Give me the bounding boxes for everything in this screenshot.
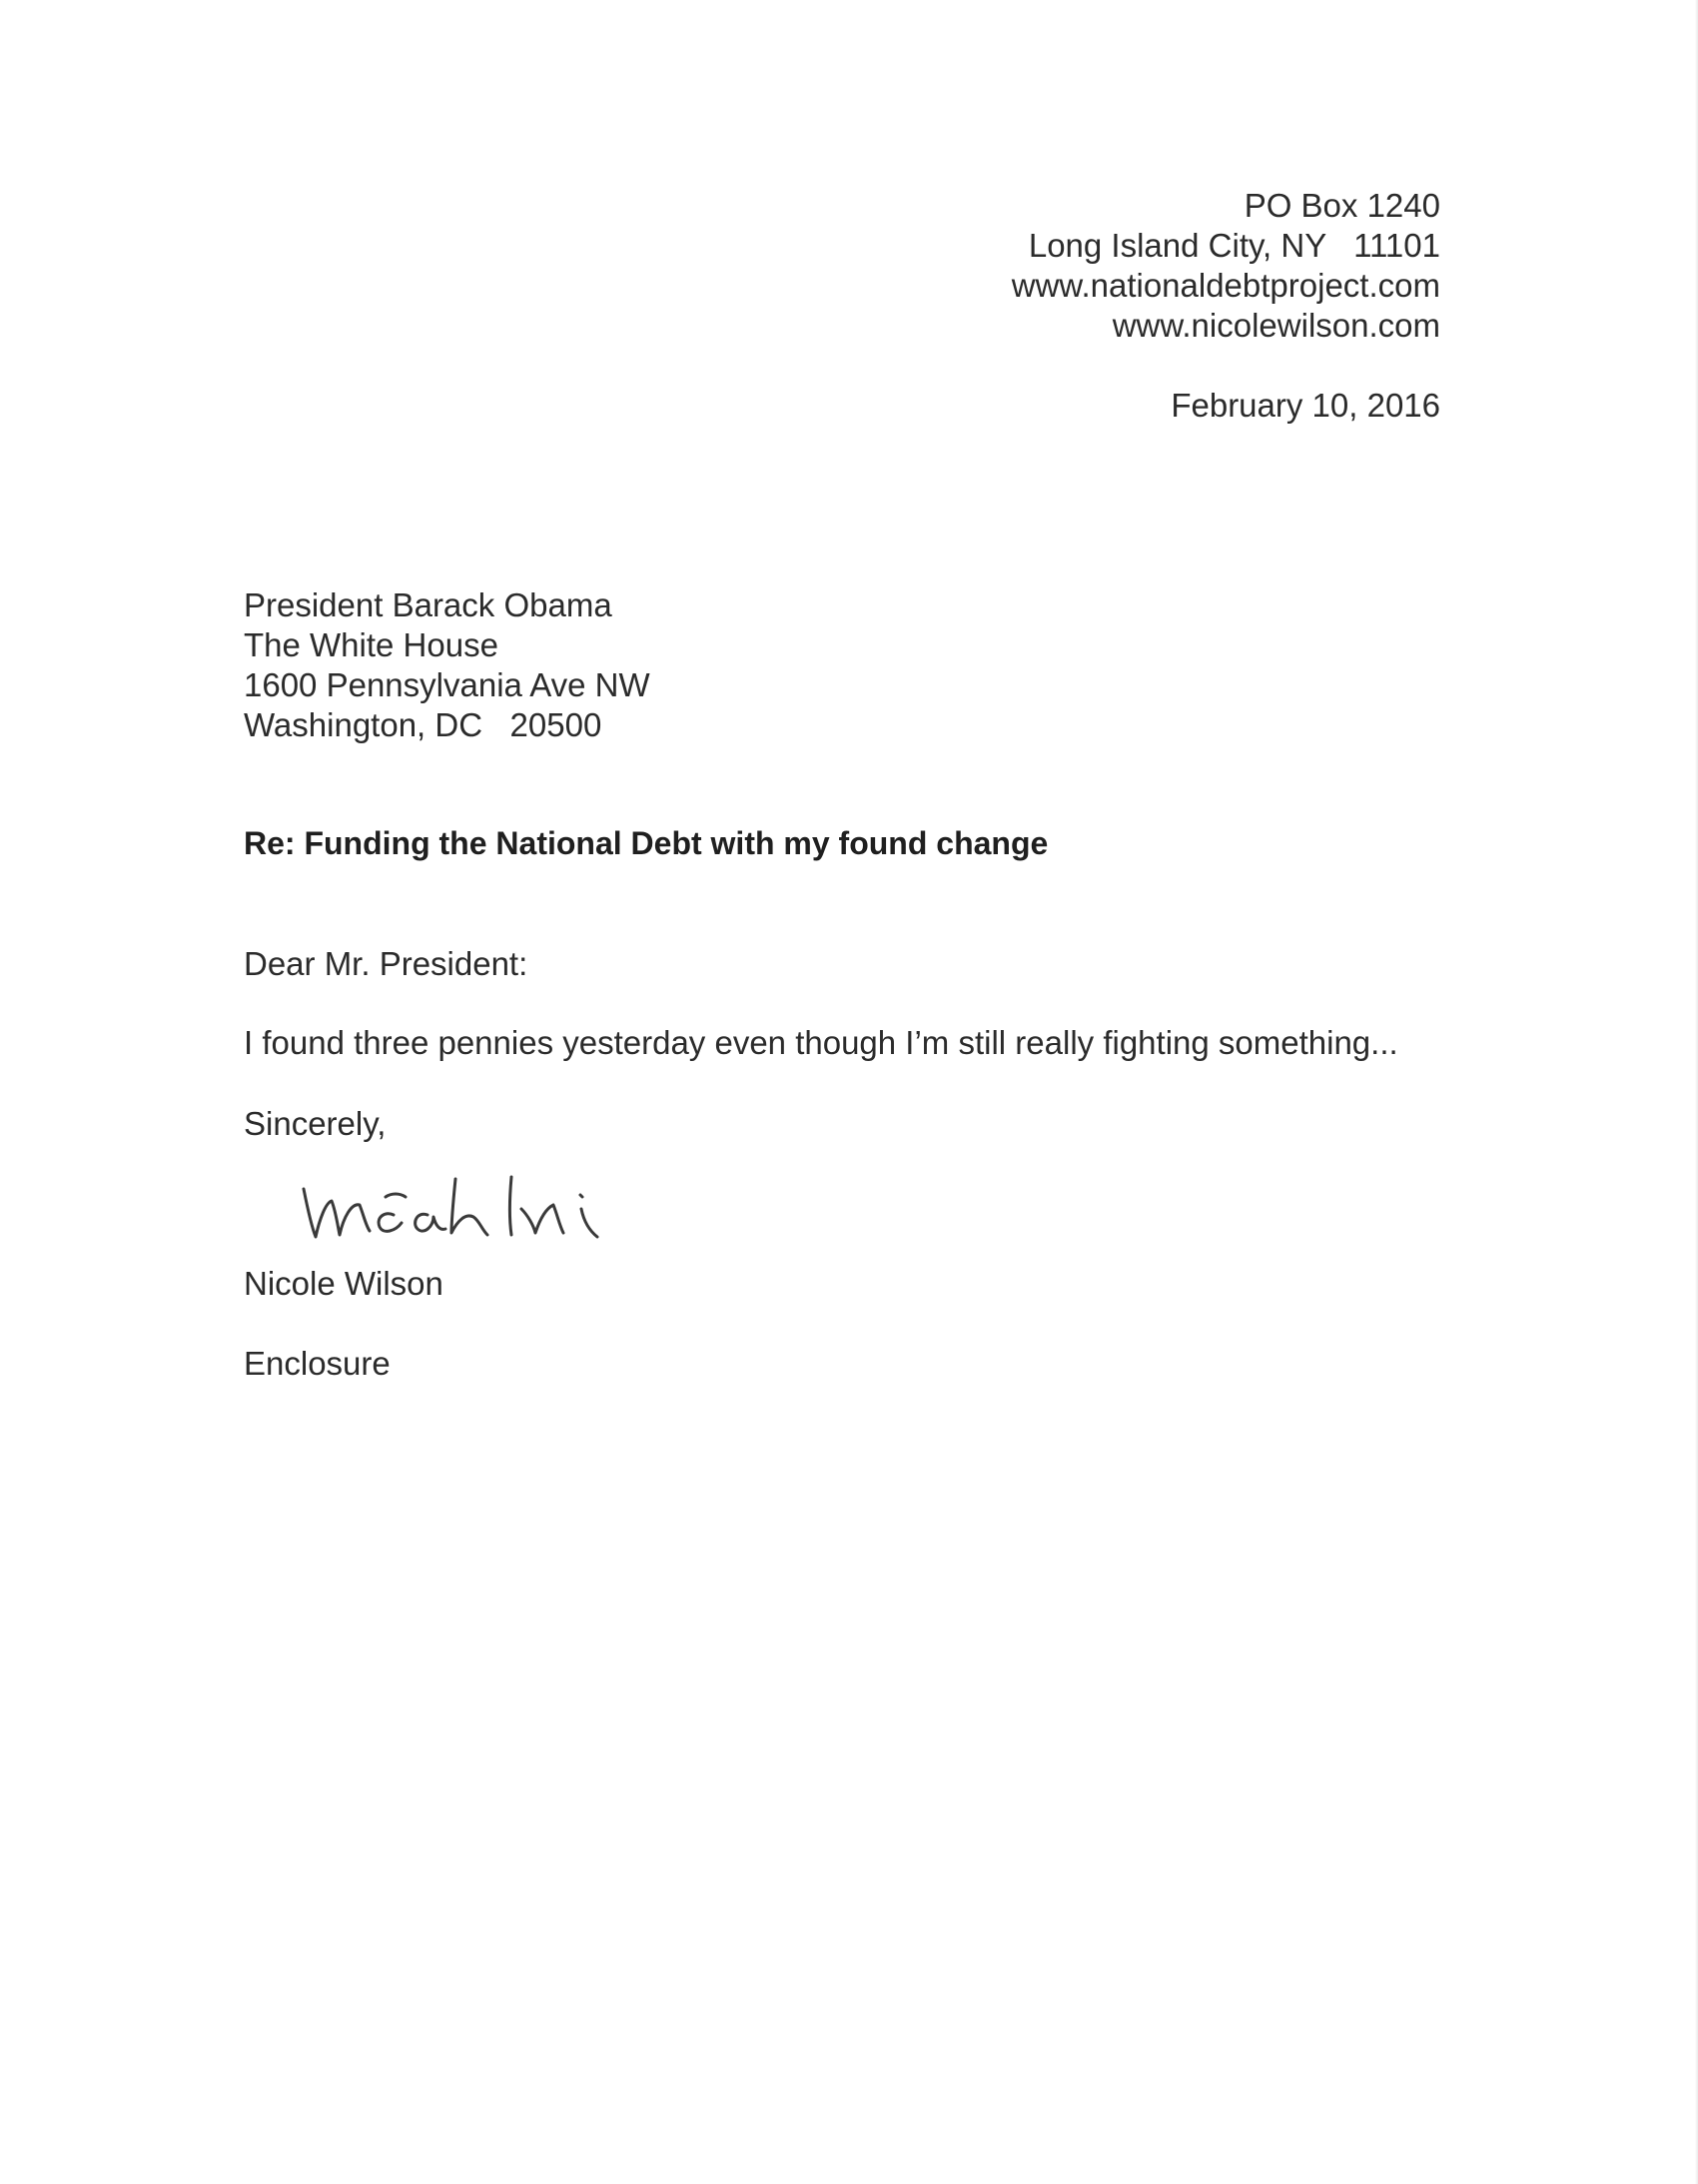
recipient-name: President Barack Obama xyxy=(244,586,612,623)
enclosure-notation: Enclosure xyxy=(244,1345,391,1382)
letter-date: February 10, 2016 xyxy=(1171,387,1440,424)
salutation: Dear Mr. President: xyxy=(244,945,528,982)
sender-po-box: PO Box 1240 xyxy=(1244,187,1440,224)
recipient-street: 1600 Pennsylvania Ave NW xyxy=(244,666,650,703)
subject-line: Re: Funding the National Debt with my found change xyxy=(244,825,1049,861)
sender-address-block xyxy=(1012,186,1440,346)
recipient-address-block xyxy=(244,585,650,745)
sender-website-personal: www.nicolewilson.com xyxy=(1112,307,1440,344)
recipient-city-state-zip: Washington, DC 20500 xyxy=(244,706,602,743)
letter-body: I found three pennies yesterday even though I’m still really fighting something... xyxy=(244,1024,1398,1061)
recipient-organization: The White House xyxy=(244,626,498,663)
signer-name: Nicole Wilson xyxy=(244,1265,443,1302)
sender-city-state-zip: Long Island City, NY 11101 xyxy=(1028,227,1440,264)
sender-website-national-debt: www.nationaldebtproject.com xyxy=(1011,267,1440,304)
closing: Sincerely, xyxy=(244,1105,387,1142)
signature-icon xyxy=(296,1159,625,1269)
